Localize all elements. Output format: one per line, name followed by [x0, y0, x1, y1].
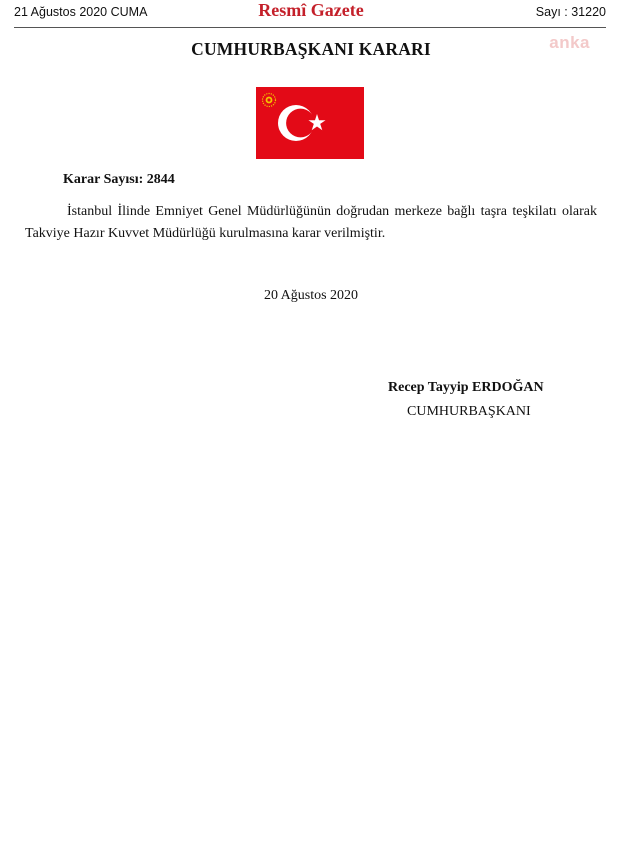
header-date: 21 Ağustos 2020 CUMA [14, 5, 148, 19]
signatory-title: CUMHURBAŞKANI [407, 404, 531, 419]
signatory-name: Recep Tayyip ERDOĞAN [388, 380, 544, 395]
decision-body-text: İstanbul İlinde Emniyet Genel Müdürlüğünün doğrudan merkeze bağlı taşra teşkilatı olarak Takviye Hazır Kuvvet Müdürlüğü kurulmasına karar verilmiştir. [25, 204, 597, 241]
header-issue-number: Sayı : 31220 [535, 5, 606, 19]
decision-body [25, 201, 597, 245]
header-divider [14, 27, 606, 28]
anka-watermark: anka [549, 33, 590, 52]
decision-number: Karar Sayısı: 2844 [63, 172, 175, 187]
turkish-flag-icon [256, 87, 364, 159]
gazette-name: Resmî Gazete [258, 0, 364, 20]
gazette-header [0, 0, 622, 28]
document-title: CUMHURBAŞKANI KARARI [191, 39, 431, 59]
decision-date: 20 Ağustos 2020 [263, 288, 359, 303]
